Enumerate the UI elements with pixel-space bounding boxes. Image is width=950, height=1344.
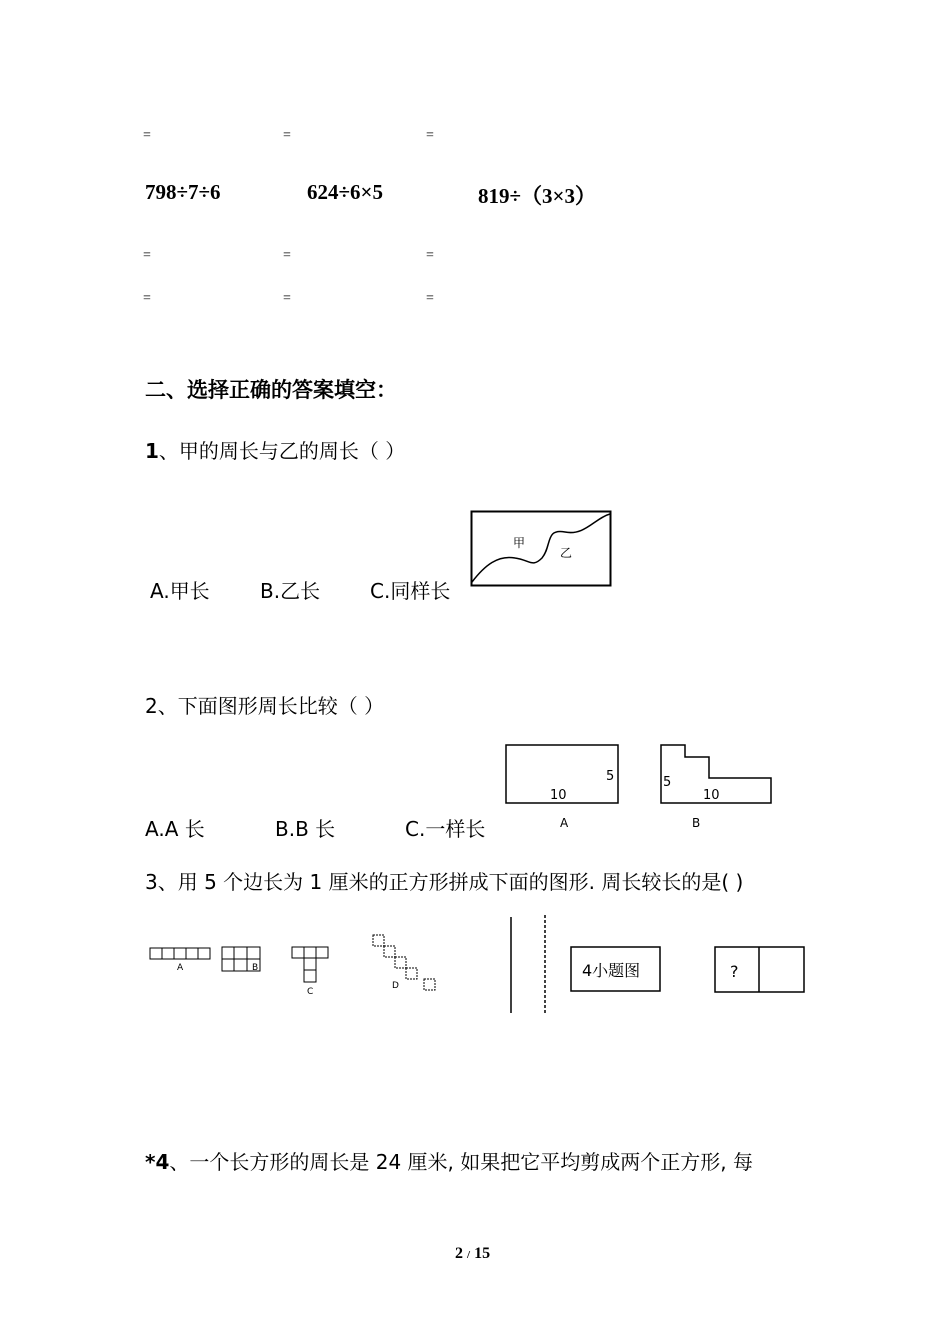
- equals-sign: =: [283, 291, 291, 306]
- q1-option-a: A.甲长: [150, 579, 210, 603]
- figure-4-label: 4小题图: [582, 961, 641, 980]
- equals-sign: =: [143, 128, 151, 143]
- q3-figures: [145, 915, 810, 1015]
- equals-sign: =: [143, 248, 151, 263]
- equals-sign: =: [426, 248, 434, 263]
- shape-a-label: A: [177, 963, 184, 973]
- expression-2: 624÷6×5: [307, 180, 383, 204]
- question-1-number: 1: [145, 439, 159, 463]
- question-1-text: 、甲的周长与乙的周长（ ）: [158, 439, 406, 463]
- expression-1: 798÷7÷6: [145, 180, 221, 204]
- page-separator: /: [467, 1249, 471, 1261]
- figure-a-caption: A: [560, 816, 569, 830]
- equals-sign: =: [143, 291, 151, 306]
- page-total: 15: [474, 1245, 491, 1262]
- question-1: [145, 435, 405, 464]
- equals-sign: =: [426, 291, 434, 306]
- figure-b-length: 10: [703, 788, 720, 803]
- equals-sign: =: [283, 248, 291, 263]
- shape-b-label: B: [252, 963, 259, 973]
- question-4: [145, 1146, 753, 1175]
- section-title: 二、选择正确的答案填空：: [145, 378, 397, 402]
- q1-option-b: B.乙长: [260, 579, 321, 603]
- page-current: 2: [455, 1245, 463, 1262]
- figure-label-jia: 甲: [513, 536, 526, 550]
- shape-d: [373, 935, 435, 990]
- question-2: 2、下面图形周长比较（ ）: [145, 694, 385, 718]
- figure-a-width: 5: [606, 769, 615, 784]
- question-3: 3、用 5 个边长为 1 厘米的正方形拼成下面的图形. 周长较长的是( ): [145, 870, 744, 894]
- q2-option-a: A.A 长: [145, 817, 205, 841]
- q1-figure: [470, 510, 612, 588]
- q1-option-c: C.同样长: [370, 579, 451, 603]
- shape-a: [150, 948, 210, 959]
- shape-c-label: C: [307, 987, 314, 997]
- question-4-number: *4: [145, 1150, 170, 1174]
- expression-3: 819÷（3×3）: [478, 184, 596, 208]
- question-4-text: 、一个长方形的周长是 24 厘米, 如果把它平均剪成两个正方形, 每: [169, 1150, 753, 1174]
- q2-figures: [500, 740, 780, 835]
- shape-c: [292, 947, 328, 982]
- shape-d-label: D: [392, 981, 399, 991]
- question-mark: ?: [730, 962, 739, 981]
- figure-a-length: 10: [550, 788, 567, 803]
- figure-label-yi: 乙: [560, 546, 573, 560]
- q2-option-b: B.B 长: [275, 817, 336, 841]
- figure-b-width: 5: [663, 775, 672, 790]
- equals-sign: =: [283, 128, 291, 143]
- figure-b-caption: B: [692, 816, 701, 830]
- q2-option-c: C.一样长: [405, 817, 486, 841]
- equals-sign: =: [426, 128, 434, 143]
- page-number: [455, 1245, 490, 1263]
